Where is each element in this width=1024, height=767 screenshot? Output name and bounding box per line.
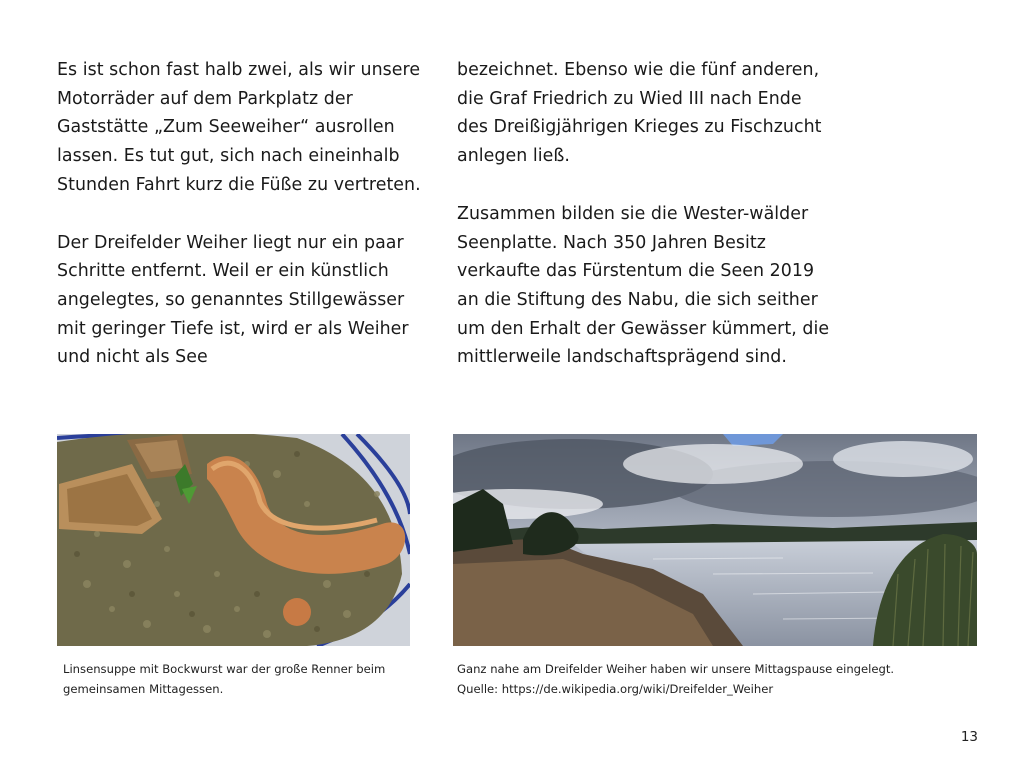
paragraph-lunch-arrival: Es ist schon fast halb zwei, als wir unsere Motorräder auf dem Parkplatz der Gaststätte „Zum Seeweiher“ ausrollen lassen. Es tut gut, sich nach eineinhalb Stunden Fahrt kurz die Füße zu vertreten. [57, 60, 421, 195]
paragraph-weiher-description: Der Dreifelder Weiher liegt nur ein paar Schritte entfernt. Weil er ein künstlich angelegtes, so genanntes Stillgewässer mit geringer Tiefe ist, wird er als Weiher und nicht als See [57, 232, 409, 368]
weiher-caption [457, 659, 977, 699]
lentil-soup-caption: Linsensuppe mit Bockwurst war der große Renner beim gemeinsamen Mittagessen. [63, 662, 386, 696]
dreifelder-weiher-photo [453, 434, 977, 646]
page-number: 13 [960, 729, 978, 745]
paragraph-weiher-history: bezeichnet. Ebenso wie die fünf anderen, die Graf Friedrich zu Wied III nach Ende des Dreißigjährigen Krieges zu Fischzucht anlegen ließ. [457, 60, 822, 167]
weiher-caption-text: Ganz nahe am Dreifelder Weiher haben wir unsere Mittagspause eingelegt. [457, 662, 895, 676]
left-text-column [57, 56, 427, 372]
weiher-source-line: Quelle: https://de.wikipedia.org/wiki/Dreifelder_Weiher [457, 682, 774, 696]
lentil-soup-photo [57, 434, 410, 646]
right-text-column [457, 56, 837, 372]
paragraph-seenplatte: Zusammen bilden sie die Wester-wälder Seenplatte. Nach 350 Jahren Besitz verkaufte das Fürstentum die Seen 2019 an die Stiftung des Nabu, die sich seither um den Erhalt der Gewässer kümmert, die mittlerweile landschaftsprägend sind. [457, 203, 830, 368]
